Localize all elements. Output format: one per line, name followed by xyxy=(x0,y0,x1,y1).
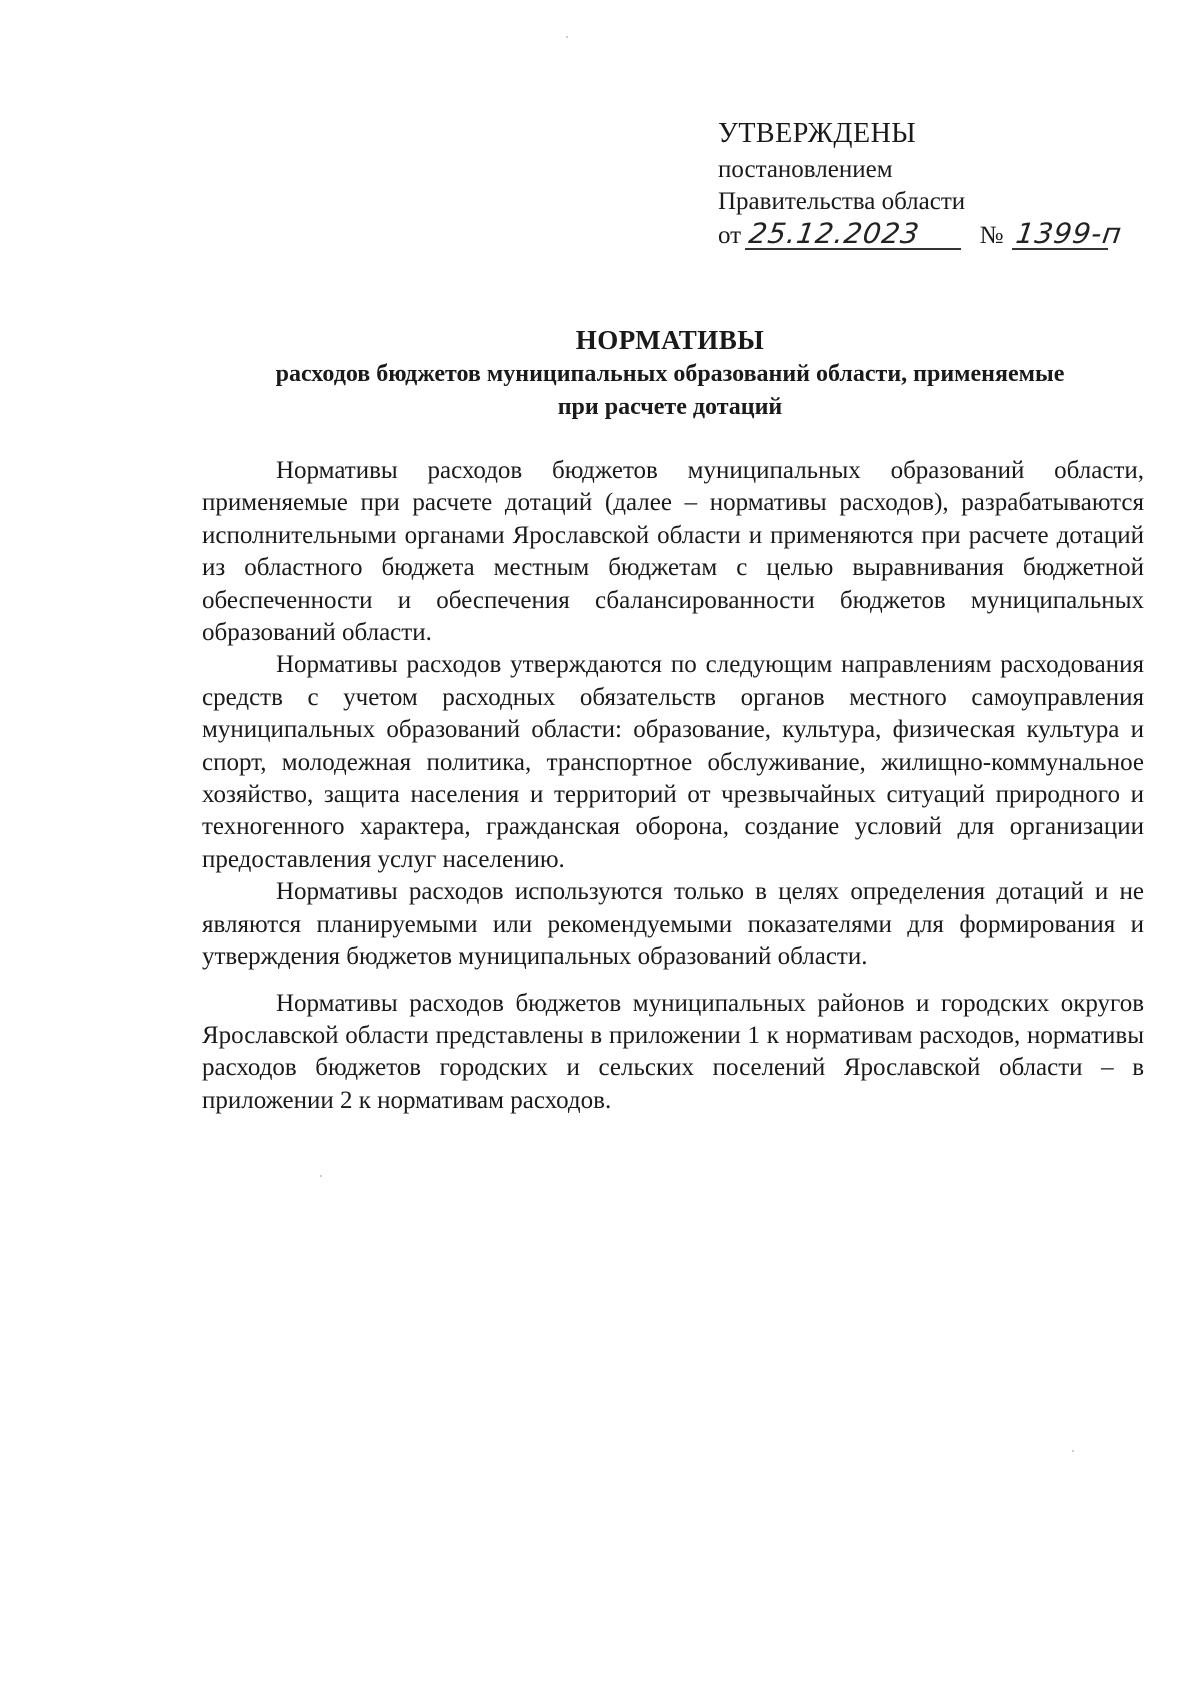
scan-speck xyxy=(320,1175,322,1177)
paragraph: Нормативы расходов бюджетов муниципальных районов и городских округов Ярославской области представлены в приложении 1 к нормативам расходов, нормативы расходов бюджетов городских и сельских поселений Ярославской области – в приложении 2 к нормативам расходов. xyxy=(202,989,1144,1114)
paragraph: Нормативы расходов бюджетов муниципальных образований области, применяемые при расчете дотаций (далее – нормативы расходов), разрабатываются исполнительными органами Ярославской области и применяются при расчете дотаций из областного бюджета местным бюджетам с целью выравнивания бюджетной обеспеченности и обеспечения сбалансированности бюджетов муниципальных образований области. xyxy=(202,457,1144,647)
document-body xyxy=(202,455,1144,1117)
document-title-block xyxy=(200,322,1140,424)
document-subtitle-line-1: расходов бюджетов муниципальных образований области, применяемые xyxy=(275,361,1065,387)
paragraph: Нормативы расходов используются только в целях определения дотаций и не являются планируемыми или рекомендуемыми показателями для формирования и утверждения бюджетов муниципальных образований области. xyxy=(202,878,1144,971)
scan-speck xyxy=(566,36,568,38)
approval-line-government: Правительства области xyxy=(718,188,966,215)
handwritten-date: 25.12.2023 xyxy=(745,220,965,250)
paragraph: Нормативы расходов утверждаются по следующим направлениям расходования средств с учетом расходных обязательств органов местного самоуправления муниципальных образований области: образование, культура, физическая культура и спорт, молодежная политика, транспортное обслуживание, жилищно-коммунальное хозяйство, защита населения и территорий от чрезвычайных ситуаций природного и техногенного характера, гражданская оборона, создание условий для организации предоставления услуг населению. xyxy=(202,651,1144,873)
approval-heading: УТВЕРЖДЕНЫ xyxy=(718,118,917,149)
handwritten-number: 1399-п xyxy=(1013,217,1124,250)
number-label: № xyxy=(979,222,1004,249)
document-subtitle-line-2: при расчете дотаций xyxy=(557,394,783,420)
document-title: НОРМАТИВЫ xyxy=(575,325,765,355)
approval-line-resolution: постановлением xyxy=(718,156,893,183)
from-label: от xyxy=(718,222,742,249)
approval-date-number-line xyxy=(718,217,1138,252)
approval-stamp-block xyxy=(718,118,1138,252)
scan-speck xyxy=(1072,1450,1074,1452)
